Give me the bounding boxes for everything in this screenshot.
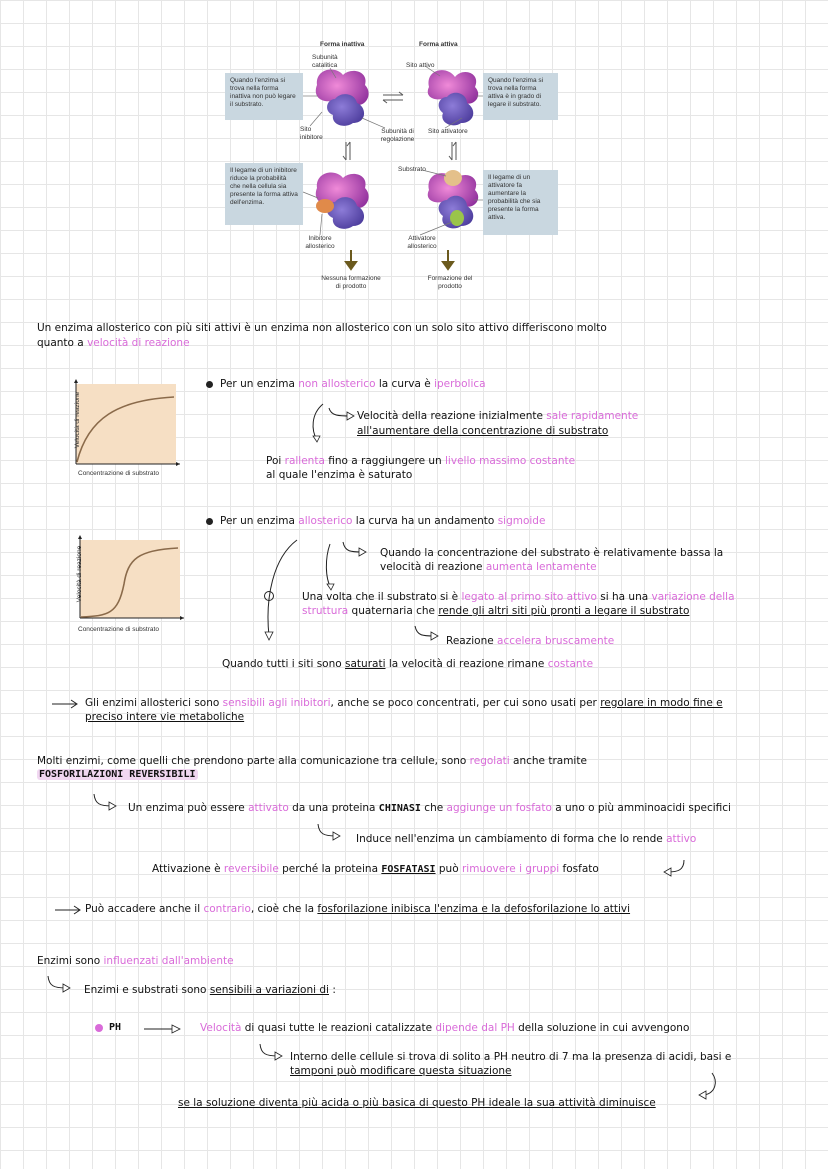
env-l1: Enzimi sono influenzati dall'ambiente <box>37 955 234 967</box>
label-inhibitor-site: Sito inibitore <box>300 126 323 141</box>
ph-line-4: se la soluzione diventa più acida o più basica di questo PH ideale la sua attività diminuisce <box>178 1097 656 1109</box>
graph-2-xlabel: Concentrazione di substrato <box>78 626 159 633</box>
title-inactive: Forma inattiva <box>320 41 365 48</box>
graph-hyperbolic <box>58 378 184 482</box>
arrow-env-1 <box>46 976 86 996</box>
ph-line-1: Velocità di quasi tutte le reazioni catalizzate dipende dal PH della soluzione in cui avvengono <box>200 1022 690 1034</box>
info-box-inactive: Quando l'enzima si trova nella forma inattiva non può legare il substrato. <box>225 73 303 120</box>
activator-molecule <box>450 210 464 226</box>
arrow-non-allo <box>305 402 365 452</box>
phospho-l2: FOSFORILAZIONI REVERSIBILI <box>39 769 196 780</box>
enzyme-activated <box>428 170 478 228</box>
label-product: Formazione del prodotto <box>427 275 473 290</box>
info-box-active: Quando l'enzima si trova nella forma attiva è in grado di legare il substrato. <box>483 73 558 120</box>
allo-r1: Reazione accelera bruscamente <box>446 635 615 647</box>
non-allo-v1: Velocità della reazione inizialmente sale rapidamente <box>357 410 639 422</box>
arrow-ph <box>144 1024 188 1034</box>
allo-q1: Quando la concentrazione del substrato è relativamente bassa la <box>380 547 724 559</box>
graph-1-xlabel: Concentrazione di substrato <box>78 470 159 477</box>
allo-u2: struttura quaternaria che rende gli altri siti più pronti a legare il substrato <box>302 605 690 617</box>
allo-s1: Quando tutti i siti sono saturati la velocità di reazione rimane costante <box>222 658 594 670</box>
bullet-non-allo <box>206 381 213 388</box>
allo-line: Per un enzima allosterico la curva ha un andamento sigmoide <box>220 515 546 527</box>
enzyme-illustrations <box>0 0 828 300</box>
ph-label: PH <box>109 1022 122 1033</box>
substrate-molecule <box>444 170 462 186</box>
bullet-allo <box>206 518 213 525</box>
arrow-phospho-1 <box>92 794 132 814</box>
bullet-ph <box>95 1024 103 1032</box>
phospho-k1: Un enzima può essere attivato da una proteina CHINASI che aggiunge un fosfato a uno o più amminoacidi specifici <box>128 802 731 814</box>
intro-line-1: Un enzima allosterico con più siti attivi è un enzima non allosterico con un solo sito attivo differiscono molto <box>37 322 607 334</box>
label-no-product: Nessuna formazione di prodotto <box>321 275 381 290</box>
enzyme-inactive <box>316 70 369 126</box>
arrow-phospho-3 <box>662 860 692 880</box>
inhibitor-molecule <box>316 199 334 213</box>
label-inhibitor: Inibitore allosterico <box>305 235 335 250</box>
intro-line-2: quanto a velocità di reazione <box>37 337 190 349</box>
label-active-site: Sito attivo <box>406 62 435 69</box>
title-active: Forma attiva <box>419 41 458 48</box>
label-regulatory: Subunità di regolazione <box>380 128 415 143</box>
inhib-line-2: preciso intere vie metaboliche <box>85 711 245 723</box>
non-allo-p2: al quale l'enzima è saturato <box>266 469 413 481</box>
graph-1-ylabel: Velocità di reazione <box>74 391 82 449</box>
info-box-activator: Il legame di un attivatore fa aumentare la probabilità che sia presente la forma attiva. <box>483 170 558 235</box>
phospho-o1: Può accadere anche il contrario, cioè che la fosforilazione inibisca l'enzima e la defosforilazione lo attivi <box>85 903 631 915</box>
enzyme-active <box>428 70 478 125</box>
graph-sigmoid <box>58 534 188 638</box>
non-allo-p1: Poi rallenta fino a raggiungere un livello massimo costante <box>266 455 576 467</box>
phospho-r1: Attivazione è reversibile perché la proteina FOSFATASI può rimuovere i gruppi fosfato <box>152 863 599 875</box>
graph-2-ylabel: Velocità di reazione <box>76 545 84 603</box>
ph-line-3: tamponi può modificare questa situazione <box>290 1065 512 1077</box>
phospho-l1: Molti enzimi, come quelli che prendono parte alla comunicazione tra cellule, sono regolati anche tramite <box>37 755 587 767</box>
arrow-ph-3 <box>694 1073 724 1103</box>
info-box-inhibitor: Il legame di un inibitore riduce la probabilità che nella cellula sia presente la forma attiva dell'enzima. <box>225 163 303 225</box>
label-substrate: Substrato <box>398 166 426 173</box>
label-activator-site: Sito attivatore <box>428 128 468 135</box>
enzyme-inhibited <box>316 173 369 229</box>
non-allo-v2: all'aumentare della concentrazione di substrato <box>357 425 609 437</box>
ph-line-2: Interno delle cellule si trova di solito a PH neutro di 7 ma la presenza di acidi, basi e <box>290 1051 732 1063</box>
label-catalytic: Subunità catalitica <box>312 54 338 69</box>
arrow-inhib <box>52 699 82 709</box>
arrow-phospho-2 <box>316 824 356 844</box>
env-l2: Enzimi e substrati sono sensibili a variazioni di : <box>84 984 336 996</box>
allo-u1: Una volta che il substrato si è legato al primo sito attivo si ha una variazione della <box>302 591 735 603</box>
allo-q2: velocità di reazione aumenta lentamente <box>380 561 597 573</box>
arrow-phospho-4 <box>55 905 85 915</box>
phospho-c1: Induce nell'enzima un cambiamento di forma che lo rende attivo <box>356 833 697 845</box>
inhib-line-1: Gli enzimi allosterici sono sensibili agli inibitori, anche se poco concentrati, per cui sono usati per regolare in modo fine e <box>85 697 723 709</box>
non-allo-line: Per un enzima non allosterico la curva è iperbolica <box>220 378 486 390</box>
label-activator: Attivatore allosterico <box>407 235 437 250</box>
